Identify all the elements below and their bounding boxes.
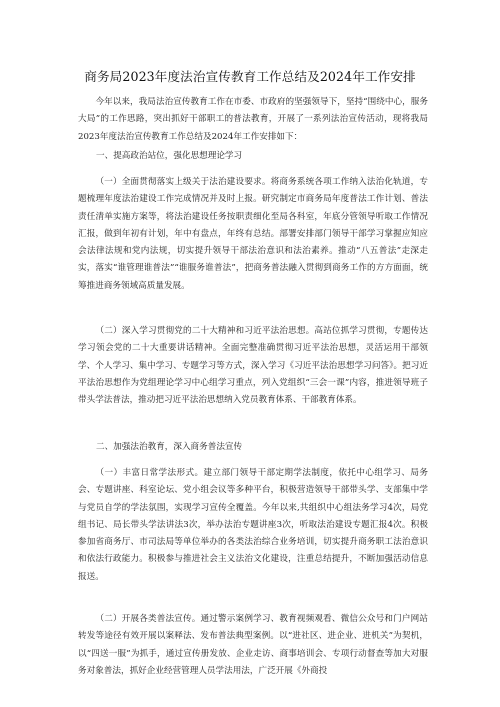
section-2-heading: 二、加强法治教育，深入商务普法宣传 <box>96 442 243 452</box>
section-1-heading: 一、提高政治站位，强化思想理论学习 <box>96 151 243 161</box>
section-1-paragraph-1: （一）全面贯彻落实上级关于法治建设要求。将商务系统各项工作纳入法治化轨道，专题梳理年度法治建设工作完成情况并及时上报。研究制定市商务局年度普法工作计划、普法责任清单实施方案等，将法治建设任务按职责细化至局各科室，年底分管领导听取工作情况汇报，做到年初有计划，年中有盘点，年终有总结。部署安排部门领导干部学习掌握应知应会法律法规和党内法规，切实提升领导干部法治意识和法治素养。推动“八五普法”走深走实，落实“谁管理谁普法”“谁服务谁普法”，把商务普法融入贯彻到商务工作的方方面面，统筹推进商务领域高质量发展。 <box>78 177 428 291</box>
intro-paragraph: 今年以来，我局法治宣传教育工作在市委、市政府的坚强领导下，坚持“围绕中心，服务大局”的工作思路，突出抓好干部职工的普法教育，开展了一系列法治宣传活动，现将我局2023年度法治宣传教育工作总结及2024年工作安排如下： <box>78 97 428 142</box>
section-2-paragraph-1: （一）丰富日常学法形式。建立部门领导干部定期学法制度，依托中心组学习、局务会、专题讲座、科室论坛、党小组会议等多种平台，积极营造领导干部带头学、支部集中学与党员自学的学法氛围，实现学习宣传全覆盖。今年以来,共组织中心组法务学习4次，局党组书记、局长带头学法讲法3次，举办法治专题讲座3次，听取法治建设专题汇报4次。积极参加省商务厅、市司法局等单位举办的各类法治综合业务培训，切实提升商务职工法治意识和依法行政能力。积极参与推进社会主义法治文化建设，注重总结提升，不断加强活动信息报送。 <box>78 468 428 582</box>
document-title: 商务局2023年度法治宣传教育工作总结及2024年工作安排 <box>84 69 416 84</box>
section-2-paragraph-2: （二）开展各类普法宣传。通过警示案例学习、教育视频观看、微信公众号和门户网站转发等途径有效开展以案释法、发布普法典型案例。以“进社区、进企业、进机关”为契机，以“四送一服”为抓手，通过宣传册发放、企业走访、商事培训会、专项行动督查等加大对服务对象普法，抓好企业经营管理人员学法用法，广泛开展《外商投 <box>78 614 428 676</box>
section-1-paragraph-2: （二）深入学习贯彻党的二十大精神和习近平法治思想。高站位抓学习贯彻，专题传达学习领会党的二十大重要讲话精神。全面完整准确贯彻习近平法治思想，灵活运用干部领学、个人学习、集中学习、专题学习等方式，深入学习《习近平法治思想学习问答》。把习近平法治思想作为党组理论学习中心组学习重点，列入党组织“三会一课”内容，推进领导班子带头学法普法，推动把习近平法治思想纳入党员教育体系、干部教育体系。 <box>78 326 428 406</box>
